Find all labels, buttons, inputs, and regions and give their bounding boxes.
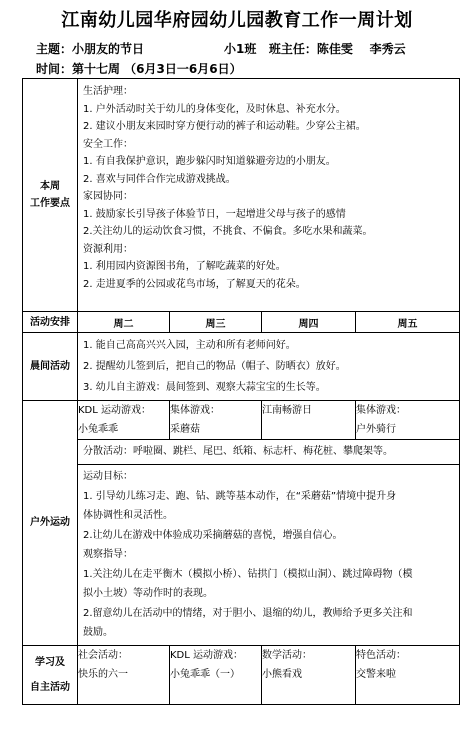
focus-label xyxy=(23,79,78,312)
outdoor-games-row xyxy=(23,401,460,440)
study-cell-wed xyxy=(170,645,262,704)
outdoor-game-tue xyxy=(78,401,170,440)
outdoor-label: 户外运动 xyxy=(23,401,78,646)
study-cell-tue xyxy=(78,645,170,704)
game-type: KDL 运动游戏： xyxy=(78,405,152,416)
focus-line: 2.关注幼儿的运动饮食习惯，不挑食、不偏食。多吃水果和蔬菜。 xyxy=(83,226,373,237)
focus-line: 1. 户外活动时关于幼儿的身体变化，及时休息、补充水分。 xyxy=(83,103,346,115)
goal-line: 体协调性和灵活性。 xyxy=(83,510,173,521)
study-name: 快乐的六一 xyxy=(78,668,128,680)
outdoor-game-thu xyxy=(262,401,356,440)
study-cell-fri xyxy=(356,645,460,704)
goal-line: 运动目标： xyxy=(83,471,133,482)
day-header-thu: 周四 xyxy=(262,312,356,333)
study-name: 小兔乖乖（一） xyxy=(170,668,240,680)
outdoor-game-wed xyxy=(170,401,262,440)
outdoor-zones xyxy=(78,440,460,465)
day-header-wed: 周三 xyxy=(170,312,262,333)
focus-line: 生活护理： xyxy=(83,86,133,97)
outdoor-goals xyxy=(78,465,460,646)
focus-label-line1: 本周 xyxy=(40,181,60,192)
focus-line: 2. 建议小朋友来园时穿方便行动的裤子和运动鞋。少穿公主裙。 xyxy=(83,121,366,132)
game-name: 小兔乖乖 xyxy=(78,424,118,435)
day-header-tue: 周二 xyxy=(78,312,170,333)
goal-line: 拟小土坡）等动作时的表现。 xyxy=(83,588,213,599)
goal-line: 2.让幼儿在游戏中体验成功采摘蘑菇的喜悦，增强自信心。 xyxy=(83,529,343,541)
theme-text: 主题：小朋友的节日 xyxy=(36,42,145,56)
time-text: 时间：第十七周 （6月3日一6月6日） xyxy=(36,62,242,76)
focus-line: 安全工作： xyxy=(83,138,133,150)
focus-label-line2: 工作要点 xyxy=(30,198,70,209)
focus-row xyxy=(23,79,460,312)
goal-line: 1.关注幼儿在走平衡木（模拟小桥）、钻拱门（模拟山洞）、跳过障碍物（模 xyxy=(83,568,413,580)
focus-line: 1. 有自我保护意识，跑步躲闪时知道躲避旁边的小朋友。 xyxy=(83,156,336,167)
meta-line-theme xyxy=(36,40,446,57)
focus-line: 家园协同： xyxy=(83,191,133,202)
outdoor-game-fri xyxy=(356,401,460,440)
focus-line: 资源利用： xyxy=(83,243,133,255)
goal-line: 鼓励。 xyxy=(83,627,113,638)
study-name: 小熊看戏 xyxy=(262,668,302,680)
page-title: 江南幼儿园华府园幼儿园教育工作一周计划 xyxy=(61,10,413,31)
class-teacher-text: 小1班 班主任：陈佳雯 李秀云 xyxy=(224,42,406,56)
focus-line: 1. 利用园内资源图书角，了解吃蔬菜的好处。 xyxy=(83,261,286,272)
morning-line: 3. 幼儿自主游戏：晨间签到、观察大蒜宝宝的生长等。 xyxy=(83,382,326,393)
study-cell-thu xyxy=(262,645,356,704)
morning-row xyxy=(23,333,460,401)
goal-line: 观察指导： xyxy=(83,549,133,560)
study-type: 特色活动： xyxy=(356,649,406,661)
goal-line: 2.留意幼儿在活动中的情绪，对于胆小、退缩的幼儿，教师给予更多关注和 xyxy=(83,607,413,619)
focus-line: 2. 走进夏季的公园或花鸟市场，了解夏天的花朵。 xyxy=(83,278,306,290)
study-label-line1: 学习及 xyxy=(35,656,65,668)
game-name: 户外骑行 xyxy=(356,424,396,435)
study-type: 社会活动： xyxy=(78,649,128,661)
schedule-row xyxy=(23,312,460,333)
game-type: 江南畅游日 xyxy=(262,405,312,416)
morning-line: 2. 提醒幼儿签到后，把自己的物品（帽子、防晒衣）放好。 xyxy=(83,361,346,372)
morning-label: 晨间活动 xyxy=(23,333,78,401)
morning-line: 1. 能自己高高兴兴入园，主动和所有老师问好。 xyxy=(83,340,296,351)
focus-content xyxy=(78,79,460,312)
study-label xyxy=(23,645,78,704)
study-type: KDL 运动游戏： xyxy=(170,649,244,661)
schedule-label: 活动安排 xyxy=(23,312,78,333)
game-name: 采蘑菇 xyxy=(170,424,200,435)
study-type: 数学活动： xyxy=(262,649,312,661)
zones-text: 分散活动：呼啦圈、跳栏、尾巴、纸箱、标志杆、梅花桩、攀爬架等。 xyxy=(83,446,393,457)
morning-content xyxy=(78,333,460,401)
study-row xyxy=(23,645,460,704)
focus-line: 1. 鼓励家长引导孩子体验节日，一起增进父母与孩子的感情 xyxy=(83,208,346,220)
game-type: 集体游戏： xyxy=(170,405,220,416)
study-label-line2: 自主活动 xyxy=(30,681,70,693)
study-name: 交警来啦 xyxy=(356,668,396,680)
outdoor-goals-row xyxy=(23,465,460,646)
focus-line: 2. 喜欢与同伴合作完成游戏挑战。 xyxy=(83,173,236,185)
game-type: 集体游戏： xyxy=(356,405,406,416)
day-header-fri: 周五 xyxy=(356,312,460,333)
goal-line: 1. 引导幼儿练习走、跑、钻、跳等基本动作，在“采蘑菇”情境中提升身 xyxy=(83,490,397,502)
outdoor-zones-row xyxy=(23,440,460,465)
plan-table xyxy=(22,78,460,705)
